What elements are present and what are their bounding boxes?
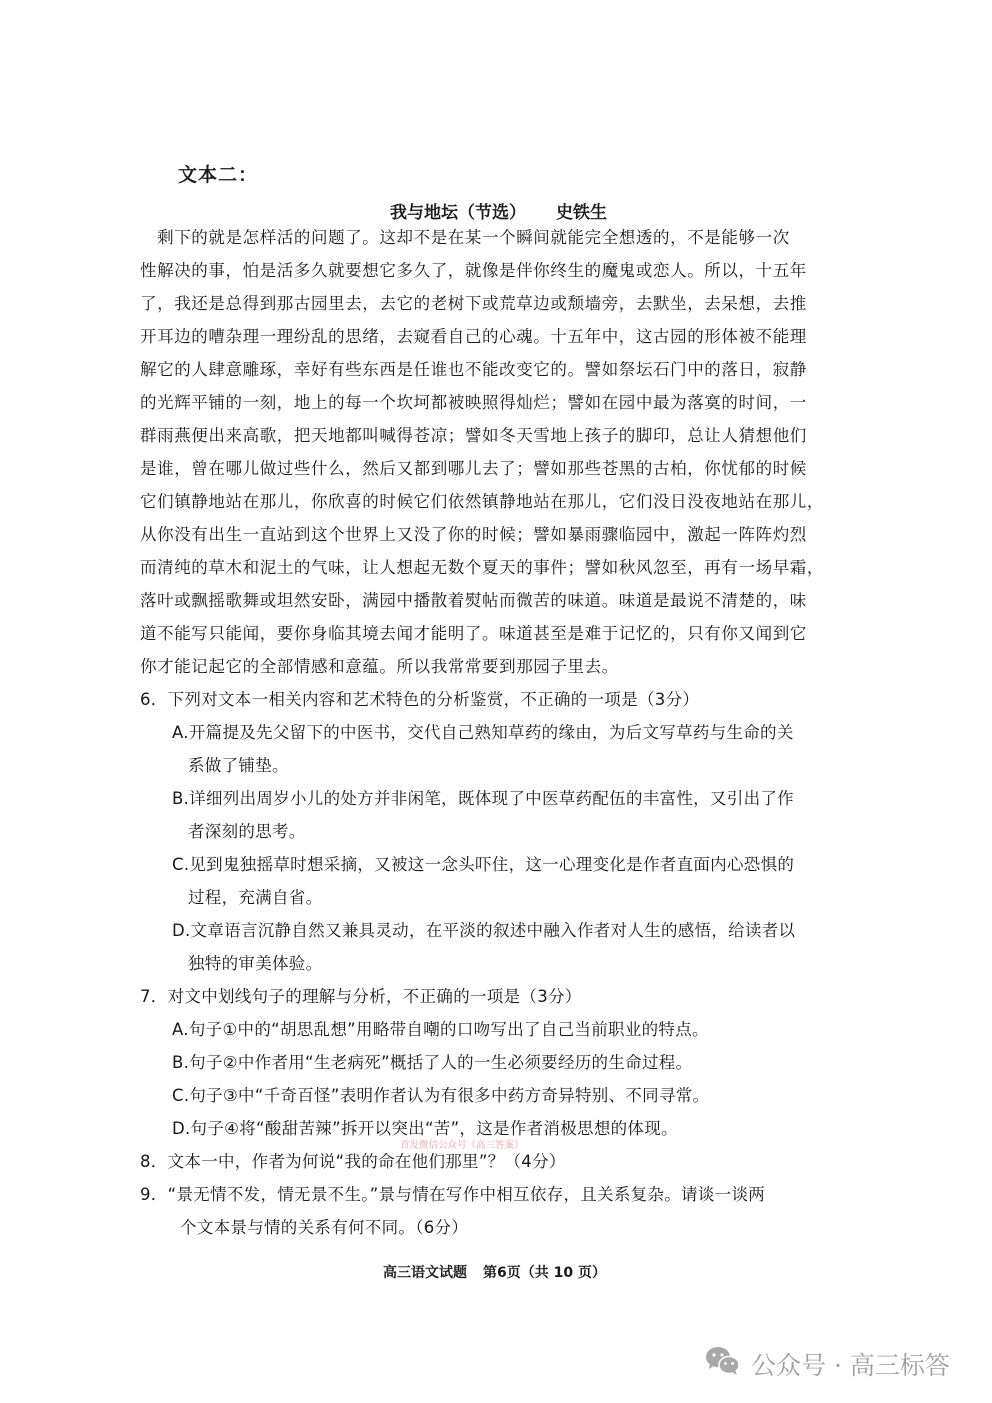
essay-line: 了，我还是总得到那古园里去，去它的老树下或荒草边或颓墙旁，去默坐，去呆想，去推	[140, 294, 807, 313]
page-footer	[383, 1262, 606, 1282]
essay-title-row	[390, 198, 607, 223]
essay-line: 性解决的事，怕是活多久就要想它多久了，就像是伴你终生的魔鬼或恋人。所以，十五年	[140, 261, 807, 280]
essay-line: 它们镇静地站在那儿，你欣喜的时候它们依然镇静地站在那儿，它们没日没夜地站在那儿，	[140, 492, 824, 511]
question-stem: 6．下列对文本一相关内容和艺术特色的分析鉴赏，不正确的一项是（3分）	[140, 690, 700, 709]
option-b-cont: 者深刻的思考。	[188, 822, 306, 841]
footer-page-number: 第6页（共 10 页）	[483, 1265, 606, 1281]
option-a: A.句子①中的“胡思乱想”用略带自嘲的口吻写出了自己当前职业的特点。	[172, 1020, 709, 1039]
wechat-watermark	[705, 1346, 950, 1382]
essay-line: 剩下的就是怎样活的问题了。这却不是在某一个瞬间就能完全想透的，不是能够一次	[140, 228, 790, 247]
option-d: D.句子④将“酸甜苦辣”拆开以突出“苦”，这是作者消极思想的体现。	[172, 1119, 678, 1138]
essay-line: 道不能写只能闻，要你身临其境去闻才能明了。味道甚至是难于记忆的，只有你又闻到它	[140, 624, 807, 643]
option-d: D.文章语言沉静自然又兼具灵动，在平淡的叙述中融入作者对人生的感悟，给读者以	[172, 921, 796, 940]
essay-line: 从你没有出生一直站到这个世界上又没了你的时候；譬如暴雨骤临园中，激起一阵阵灼烈	[140, 525, 807, 544]
question-stem: 7．对文中划线句子的理解与分析，不正确的一项是（3分）	[140, 987, 582, 1006]
option-c-cont: 过程，充满自省。	[188, 888, 323, 907]
essay-title: 我与地坛（节选）	[390, 203, 526, 223]
option-d-cont: 独特的审美体验。	[188, 954, 323, 973]
question-stem: 9．“景无情不发，情无景不生。”景与情在写作中相互依存，且关系复杂。请谈一谈两	[140, 1185, 766, 1204]
essay-line: 而清纯的草木和泥土的气味，让人想起无数个夏天的事件；譬如秋风忽至，再有一场早霜，	[140, 558, 824, 577]
essay-line: 的光辉平铺的一刻，地上的每一个坎坷都被映照得灿烂；譬如在园中最为落寞的时间，一	[140, 393, 807, 412]
essay-line: 解它的人肆意雕琢，幸好有些东西是任谁也不能改变它的。譬如祭坛石门中的落日，寂静	[140, 360, 807, 379]
essay-line: 你才能记起它的全部情感和意蕴。所以我常常要到那园子里去。	[140, 657, 619, 676]
wechat-icon	[705, 1346, 751, 1382]
essay-line: 开耳边的嘈杂理一理纷乱的思绪，去窥看自己的心魂。十五年中，这古园的形体被不能理	[140, 327, 807, 346]
essay-author: 史铁生	[556, 203, 607, 223]
option-b: B.句子②中作者用“生老病死”概括了人的一生必须要经历的生命过程。	[172, 1053, 693, 1072]
inline-watermark: 首发微信公众号《高三答案》	[400, 1140, 524, 1151]
essay-line: 群雨燕便出来高歌，把天地都叫喊得苍凉；譬如冬天雪地上孩子的脚印，总让人猜想他们	[140, 426, 807, 445]
option-c: C.句子③中“千奇百怪”表明作者认为有很多中药方奇异特别、不同寻常。	[172, 1086, 710, 1105]
footer-subject: 高三语文试题	[383, 1265, 467, 1281]
option-b: B.详细列出周岁小儿的处方并非闲笔，既体现了中医草药配伍的丰富性，又引出了作	[172, 789, 794, 808]
question-stem: 8．文本一中，作者为何说“我的命在他们那里”？（4分）	[140, 1152, 566, 1171]
section-label: 文本二：	[178, 164, 259, 186]
option-c: C.见到鬼独摇草时想采摘，又被这一念头吓住，这一心理变化是作者直面内心恐惧的	[172, 855, 795, 874]
question-stem-cont: 个文本景与情的关系有何不同。（6分）	[180, 1218, 469, 1237]
essay-line: 是谁，曾在哪儿做过些什么，然后又都到哪儿去了；譬如那些苍黑的古柏，你忧郁的时候	[140, 459, 807, 478]
essay-line: 落叶或飘摇歌舞或坦然安卧，满园中播散着熨帖而微苦的味道。味道是最说不清楚的，味	[140, 591, 807, 610]
option-a-cont: 系做了铺垫。	[188, 756, 289, 775]
wechat-watermark-text: 公众号 · 高三标答	[751, 1351, 950, 1380]
option-a: A.开篇提及先父留下的中医书，交代自己熟知草药的缘由，为后文写草药与生命的关	[172, 723, 794, 742]
